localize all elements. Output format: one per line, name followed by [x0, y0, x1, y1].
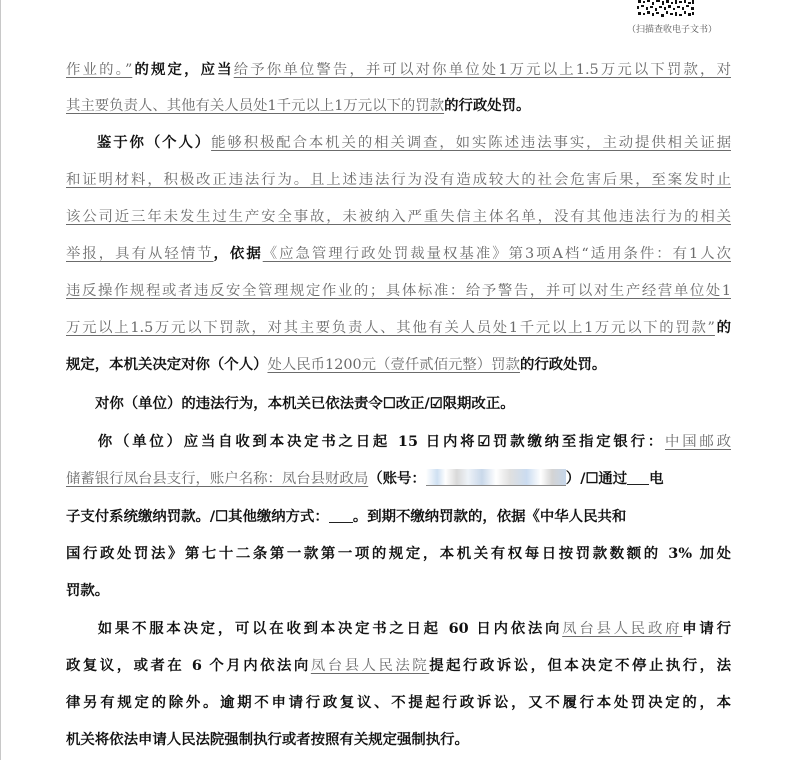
p5-line-3: 律另有规定的除外。逾期不申请行政复议、不提起行政诉讼，又不履行本处罚决定的，本	[66, 694, 731, 711]
p4-late-penalty: 。到期不缴纳罚款的，依据《中华人民共和	[352, 508, 627, 525]
p1-penalty-clause: 给予你单位警告，并可以对你单位处1万元以上1.5万元以下罚款，对	[233, 62, 731, 78]
p4-line-1	[66, 430, 731, 454]
p5-lawsuit-text-cont: 提起行政诉讼，但本决定不停止执行，法	[429, 657, 731, 674]
p4-line-4: 国行政处罚法》第七十二条第一款第一项的规定，本机关有权每日按罚款数额的 3% 加处	[66, 545, 731, 562]
p3-correction-order: 对你（单位）的违法行为，本机关已依法责令☐改正/☑限期改正。	[95, 395, 515, 412]
qr-code-icon[interactable]	[637, 0, 695, 18]
p4-line-5: 罚款。	[66, 582, 110, 599]
p4-bank-name: 中国邮政	[665, 434, 731, 450]
p2-line-4	[66, 242, 731, 266]
p2-lead: 鉴于你（个人）	[95, 134, 212, 151]
p1-text: 的规定，应当	[132, 61, 234, 78]
qr-caption: （扫描查收电子文书）	[627, 25, 718, 35]
p2-line-5: 违反操作规程或者违反安全管理规定作业的；具体标准：给予警告，并可以对生产经营单位处1	[66, 283, 731, 299]
p5-lawsuit-text: 政复议，或者在 6 个月内依法向	[66, 657, 311, 674]
p3-line-1	[66, 392, 731, 416]
p4-payment-instruction: 你（单位）应当自收到本决定书之日起 15 日内将☑罚款缴纳至指定银行：	[95, 433, 666, 450]
p4-electronic-cont: 电	[649, 470, 664, 487]
p5-line-4: 机关将依法申请人民法院强制执行或者按照有关规定强制执行。	[66, 731, 469, 748]
p2-line-6	[66, 316, 731, 340]
p2-basis-standard: 《应急管理行政处罚裁量权基准》第3项A档“适用条件：有1人次	[262, 246, 731, 262]
p5-appeal-text-cont: 申请行	[682, 620, 731, 637]
p2-fine-amount: 处人民币1200元（壹仟贰佰元整）罚款	[267, 357, 520, 373]
p5-line-2	[66, 654, 731, 678]
p2-mitigation: 举报，具有从轻情节	[66, 246, 214, 262]
p4-line-2	[66, 467, 731, 491]
blank-field	[329, 506, 353, 523]
account-number-redacted	[426, 469, 566, 486]
p4-other-option: 子支付系统缴纳罚款。/☐其他缴纳方式：	[66, 508, 329, 525]
p2-circumstances: 能够积极配合本机关的相关调查，如实陈述违法事实，主动提供相关证据	[211, 135, 731, 151]
p1-text-end: 的行政处罚。	[444, 97, 531, 114]
blank-field	[627, 468, 649, 485]
p1-penalty-clause-cont: 其主要负责人、其他有关人员处1千元以上1万元以下的罚款	[66, 98, 445, 114]
p4-bank-account-name: 储蓄银行凤台县支行，账户名称：凤台县财政局	[66, 471, 369, 487]
p2-decision: 规定，本机关决定对你（个人）	[66, 356, 268, 373]
p2-basis-label: ，依据	[213, 245, 263, 262]
p5-appeal-text: 如果不服本决定，可以在收到本决定书之日起 60 日内依法向	[95, 620, 563, 637]
page-edge	[0, 0, 1, 760]
p1-line-2	[66, 94, 731, 118]
p2-text: 的	[714, 319, 731, 336]
p4-electronic-option: ）/☐通过	[565, 470, 628, 487]
p1-legal-clause-end: 作业的。”	[66, 62, 133, 78]
p2-line-7	[66, 353, 731, 377]
p5-court-name: 凤台县人民法院	[310, 658, 430, 674]
p5-line-1	[66, 617, 731, 641]
p1-line-1	[66, 58, 731, 82]
p2-line-3: 该公司近三年未发生过生产安全事故，未被纳入严重失信主体名单，没有其他违法行为的相关	[66, 209, 731, 225]
p2-line-2: 和证明材料，积极改正违法行为。且上述违法行为没有造成较大的社会危害后果，至案发时止	[66, 172, 731, 188]
p2-decision-end: 的行政处罚。	[519, 356, 607, 373]
p2-line-1	[66, 131, 731, 155]
p5-government-name: 凤台县人民政府	[562, 621, 683, 637]
p2-basis-standard-cont: 万元以上1.5万元以下罚款，对其主要负责人、其他有关人员处1千元以上1万元以下的罚款”	[66, 320, 715, 336]
p4-account-label: （账号：	[368, 470, 426, 487]
p4-line-3	[66, 505, 731, 529]
